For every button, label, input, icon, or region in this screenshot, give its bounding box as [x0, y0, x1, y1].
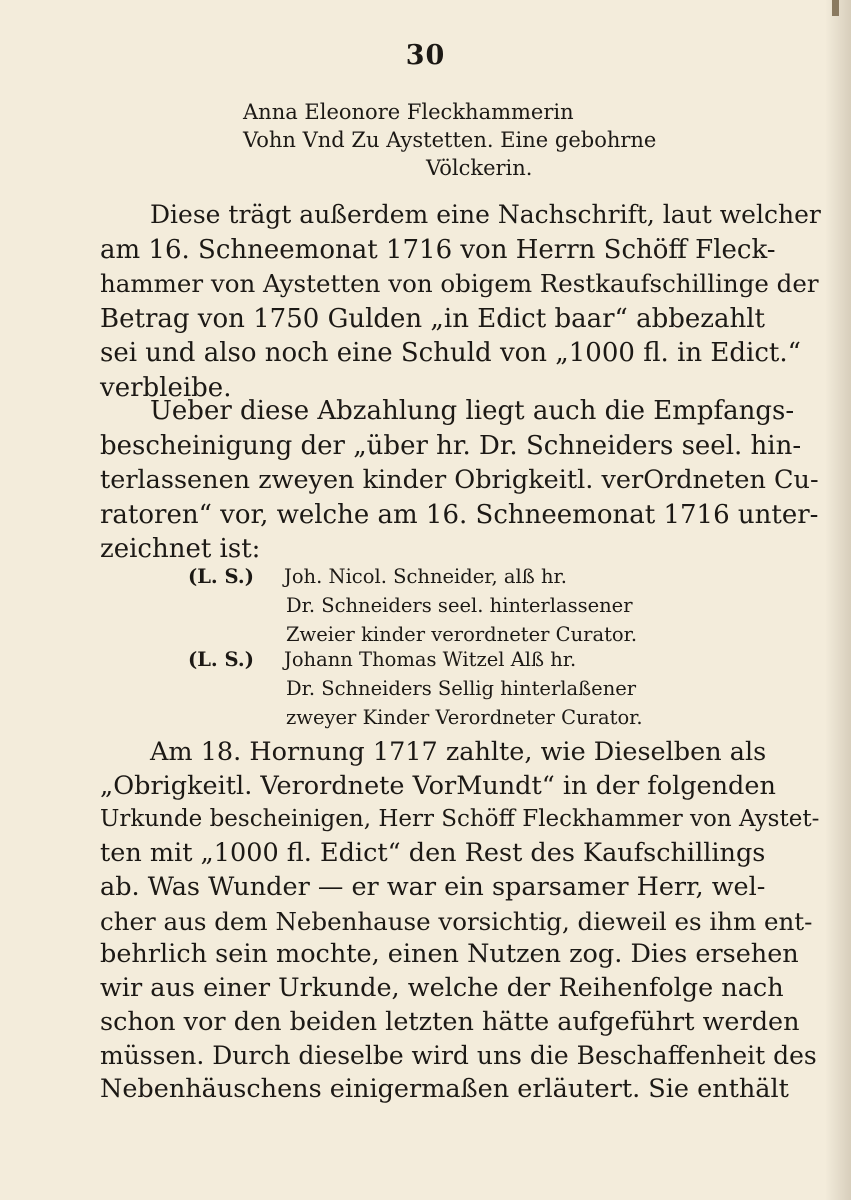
text-line: Nebenhäuschens einigermaßen erläutert. Sie enthält — [100, 1074, 789, 1105]
text-line: Urkunde bescheinigen, Herr Schöff Fleckhammer von Aystet- — [100, 806, 820, 833]
text-line: schon vor den beiden letzten hätte aufgeführt werden — [100, 1006, 800, 1037]
signature-line: Dr. Schneiders Sellig hinterlaßener — [286, 677, 637, 700]
signature-line: Zweier kinder verordneter Curator. — [286, 623, 638, 646]
text-line: müssen. Durch dieselbe wird uns die Beschaffenheit des — [100, 1041, 817, 1071]
signature-line: Dr. Schneiders seel. hinterlassener — [286, 594, 633, 617]
text-line: cher aus dem Nebenhause vorsichtig, dieweil es ihm ent- — [100, 906, 813, 936]
signature-line: Anna Eleonore Fleckhammerin — [243, 100, 574, 124]
text-line: Diese trägt außerdem eine Nachschrift, laut welcher — [150, 200, 821, 229]
signature-line: zweyer Kinder Verordneter Curator. — [286, 706, 643, 729]
text-line: wir aus einer Urkunde, welche der Reihenfolge nach — [100, 972, 784, 1003]
corner-mark — [832, 0, 839, 16]
text-line: ten mit „1000 fl. Edict“ den Rest des Kaufschillings — [100, 838, 766, 869]
page-edge-shadow — [825, 0, 851, 1200]
paragraph-3 — [100, 736, 826, 1107]
text-line: ratoren“ vor, welche am 16. Schneemonat 1716 unter- — [100, 499, 819, 530]
seal-mark: (L. S.) — [188, 648, 254, 671]
text-line: Betrag von 1750 Gulden „in Edict baar“ abbezahlt — [100, 303, 765, 334]
text-line: Am 18. Hornung 1717 zahlte, wie Dieselben als — [150, 737, 767, 767]
text-line: am 16. Schneemonat 1716 von Herrn Schöff Fleck- — [100, 234, 776, 265]
text-line: hammer von Aystetten von obigem Restkaufschillinge der — [100, 269, 819, 298]
text-line: „Obrigkeitl. Verordnete VorMundt“ in der folgenden — [100, 770, 776, 801]
text-line: sei und also noch eine Schuld von „1000 fl. in Edict.“ — [100, 338, 801, 368]
text-line: behrlich sein mochte, einen Nutzen zog. Dies ersehen — [100, 939, 799, 970]
text-line: verbleibe. — [100, 372, 232, 403]
paragraph-1 — [100, 198, 826, 405]
signature-block — [243, 98, 763, 182]
signature-line: Joh. Nicol. Schneider, alß hr. — [284, 565, 567, 588]
seal-signature-1 — [188, 562, 748, 649]
signature-line: Johann Thomas Witzel Alß hr. — [284, 648, 577, 671]
text-line: zeichnet ist: — [100, 534, 261, 564]
paragraph-2 — [100, 394, 826, 567]
text-line: bescheinigung der „über hr. Dr. Schneiders seel. hin- — [100, 430, 802, 461]
text-line: Ueber diese Abzahlung liegt auch die Empfangs- — [150, 396, 795, 426]
text-line: terlassenen zweyen kinder Obrigkeitl. verOrdneten Cu- — [100, 465, 819, 495]
text-line: ab. Was Wunder — er war ein sparsamer Herr, wel- — [100, 871, 766, 902]
seal-mark: (L. S.) — [188, 565, 254, 588]
page-number: 30 — [405, 40, 446, 71]
seal-signature-2 — [188, 645, 748, 732]
signature-line: Vohn Vnd Zu Aystetten. Eine gebohrne — [243, 128, 657, 152]
signature-line: Völckerin. — [426, 156, 533, 180]
